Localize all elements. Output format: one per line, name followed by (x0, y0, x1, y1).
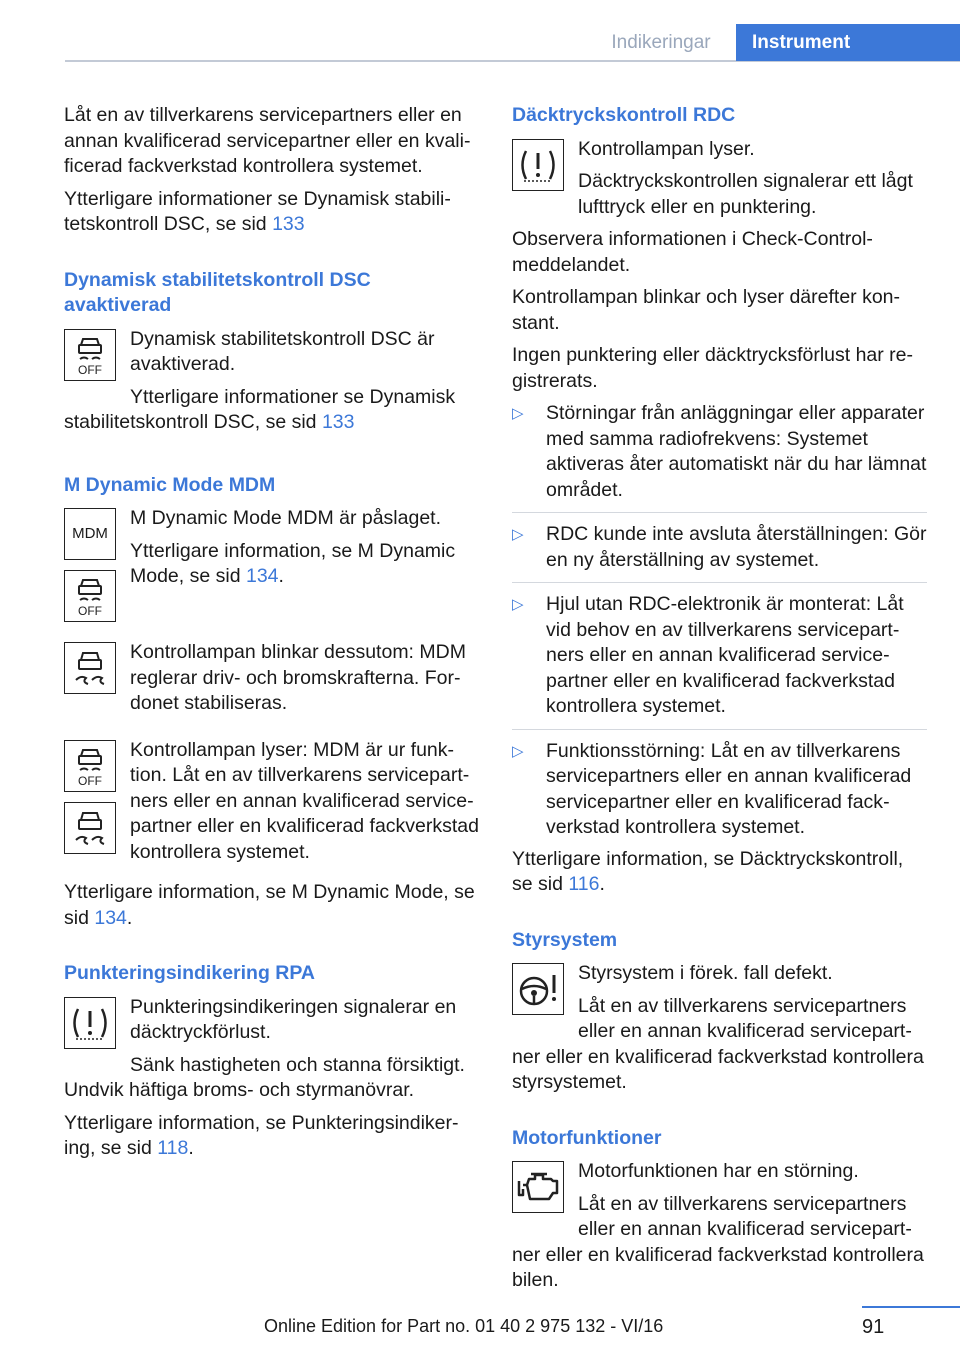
paragraph: Låt en av tillverkarens servicepartners eller en annan kvalificerad servicepartner eller en kvalificerad fackverkstad kontrollera systemet. (64, 104, 471, 177)
section-title-mdm: M Dynamic Mode MDM (64, 473, 276, 496)
mdm-block-1 (64, 506, 479, 632)
paragraph: Punkteringsindikeringen signalerar en däcktryckförlust. (130, 995, 457, 1043)
paragraph: Ytterligare information, se M Dynamic Mode, se sid 134. (130, 539, 456, 587)
section-title-rpa: Punkteringsindikering RPA (64, 962, 316, 984)
mdm-block-2 (64, 640, 479, 724)
page-link[interactable]: 134 (94, 906, 127, 929)
footer-rule (862, 1306, 960, 1308)
paragraph: Dynamisk stabilitetskontroll DSC är avaktiverad. (130, 327, 435, 375)
list-item: ▷ Hjul utan RDC-elektronik är monterat: Låt vid behov en av tillverkarens servicepartners eller en annan kvalificerad servicepartner eller en kvalificerad fackverkstad kontrollera systemet. (512, 592, 927, 730)
list-item: ▷ Störningar från anläggningar eller apparater med samma radiofrekvens: Systemet aktiveras åter automatiskt när du har lämnat området. (512, 401, 927, 513)
paragraph: Sänk hastigheten och stanna försiktigt. Undvik häftiga broms- och styrmanövrar. (64, 1053, 465, 1101)
paragraph: Däcktryckskontrollen signalerar ett lågt lufttryck eller en punktering. (578, 170, 913, 218)
paragraph: Låt en av tillverkarens servicepartners eller en annan kvalificerad servicepartner eller en kvalificerad fackverkstad kontrollera styrsystemet. (512, 994, 924, 1093)
mdm-icon: MDM (64, 508, 116, 560)
paragraph: Styrsystem i förek. fall defekt. (578, 962, 833, 984)
car-skid-off-icon (64, 740, 116, 792)
tire-pressure-icon (64, 997, 116, 1049)
steering-wheel-icon (512, 963, 564, 1015)
triangle-bullet-icon: ▷ (512, 405, 524, 422)
triangle-bullet-icon: ▷ (512, 526, 524, 543)
paragraph: Ytterligare informationer se Dynamisk stabilitetskontroll DSC, se sid 133 (64, 187, 451, 235)
paragraph: Kontrollampan lyser. (578, 137, 755, 160)
paragraph: Ingen punktering eller däcktrycksförlust har registrerats. (512, 344, 914, 392)
header-section-tab: Indikeringar (611, 32, 711, 53)
section-title-rdc: Däcktryckskontroll RDC (512, 104, 736, 126)
triangle-bullet-icon: ▷ (512, 742, 524, 760)
mdm-icon-group (64, 506, 116, 632)
paragraph: Ytterligare informationer se Dynamisk stabilitetskontroll DSC, se sid 133 (64, 385, 456, 433)
paragraph: Låt en av tillverkarens servicepartners eller en annan kvalificerad servicepartner eller en kvalificerad fackverkstad kontrollera bilen. (512, 1192, 924, 1291)
paragraph: Kontrollampan blinkar dessutom: MDM reglerar driv- och bromskrafterna. Fordonet stabiliseras. (130, 641, 466, 714)
page-link[interactable]: 118 (157, 1137, 189, 1159)
page-link[interactable]: 134 (245, 565, 279, 587)
section-title-steering: Styrsystem (512, 928, 618, 951)
paragraph: Ytterligare information, se M Dynamic Mode, se sid 134. (64, 881, 475, 929)
paragraph: Kontrollampan blinkar och lyser därefter konstant. (512, 286, 901, 334)
car-skid-off-icon (64, 329, 116, 381)
page-number: 91 (862, 1316, 885, 1338)
tire-pressure-icon (512, 139, 564, 191)
paragraph: Ytterligare information, se Däcktryckskontroll, se sid 116. (512, 847, 904, 895)
page-link[interactable]: 116 (568, 873, 600, 895)
rdc-block (512, 137, 927, 221)
mdm-block-3 (64, 738, 479, 873)
rpa-block (64, 995, 479, 1162)
list-item: ▷ Funktionsstörning: Låt en av tillverkarens servicepartners eller en annan kvalificerad servicepartner eller en kvalificerad fackverkstad kontrollera systemet. (512, 739, 912, 838)
triangle-bullet-icon: ▷ (512, 596, 524, 613)
engine-block (512, 1159, 927, 1294)
car-skid-icon (64, 642, 116, 694)
page-link[interactable]: 133 (321, 411, 355, 433)
section-title-engine: Motorfunktioner (512, 1126, 662, 1149)
mdm-icon-group-2 (64, 738, 116, 864)
left-column (64, 103, 479, 1169)
off-label: OFF (78, 362, 102, 377)
paragraph: Motorfunktionen har en störning. (578, 1160, 859, 1182)
right-column (512, 103, 927, 1301)
paragraph: Kontrollampan lyser: MDM är ur funktion. Låt en av tillverkarens servicepartners eller en annan kvalificerad servicepartner eller en kvalificerad fackverkstad kontrollera systemet. (130, 738, 479, 863)
paragraph: M Dynamic Mode MDM är påslaget. (130, 507, 442, 529)
list-item: ▷ RDC kunde inte avsluta återställningen: Gör en ny återställning av systemet. (512, 522, 927, 583)
dsc-block (64, 327, 479, 443)
edition-text: Online Edition for Part no. 01 40 2 975 132 - VI/16 (264, 1316, 664, 1336)
svg-text:OFF: OFF (78, 604, 102, 618)
section-title-dsc: Dynamisk stabilitetskontroll DSC avaktiverad (64, 268, 371, 316)
car-skid-icon (64, 802, 116, 854)
svg-text:OFF: OFF (78, 773, 102, 788)
paragraph: Ytterligare information, se Punkteringsindikering, se sid 118. (64, 1111, 459, 1159)
engine-icon (512, 1161, 564, 1213)
steering-block (512, 961, 927, 1096)
paragraph: Observera informationen i Check-Control-meddelandet. (512, 228, 873, 276)
car-skid-off-icon (64, 570, 116, 622)
header-chapter-tab: Instrument (736, 24, 960, 61)
rdc-bullet-list (512, 401, 927, 841)
page-link[interactable]: 133 (272, 213, 305, 235)
